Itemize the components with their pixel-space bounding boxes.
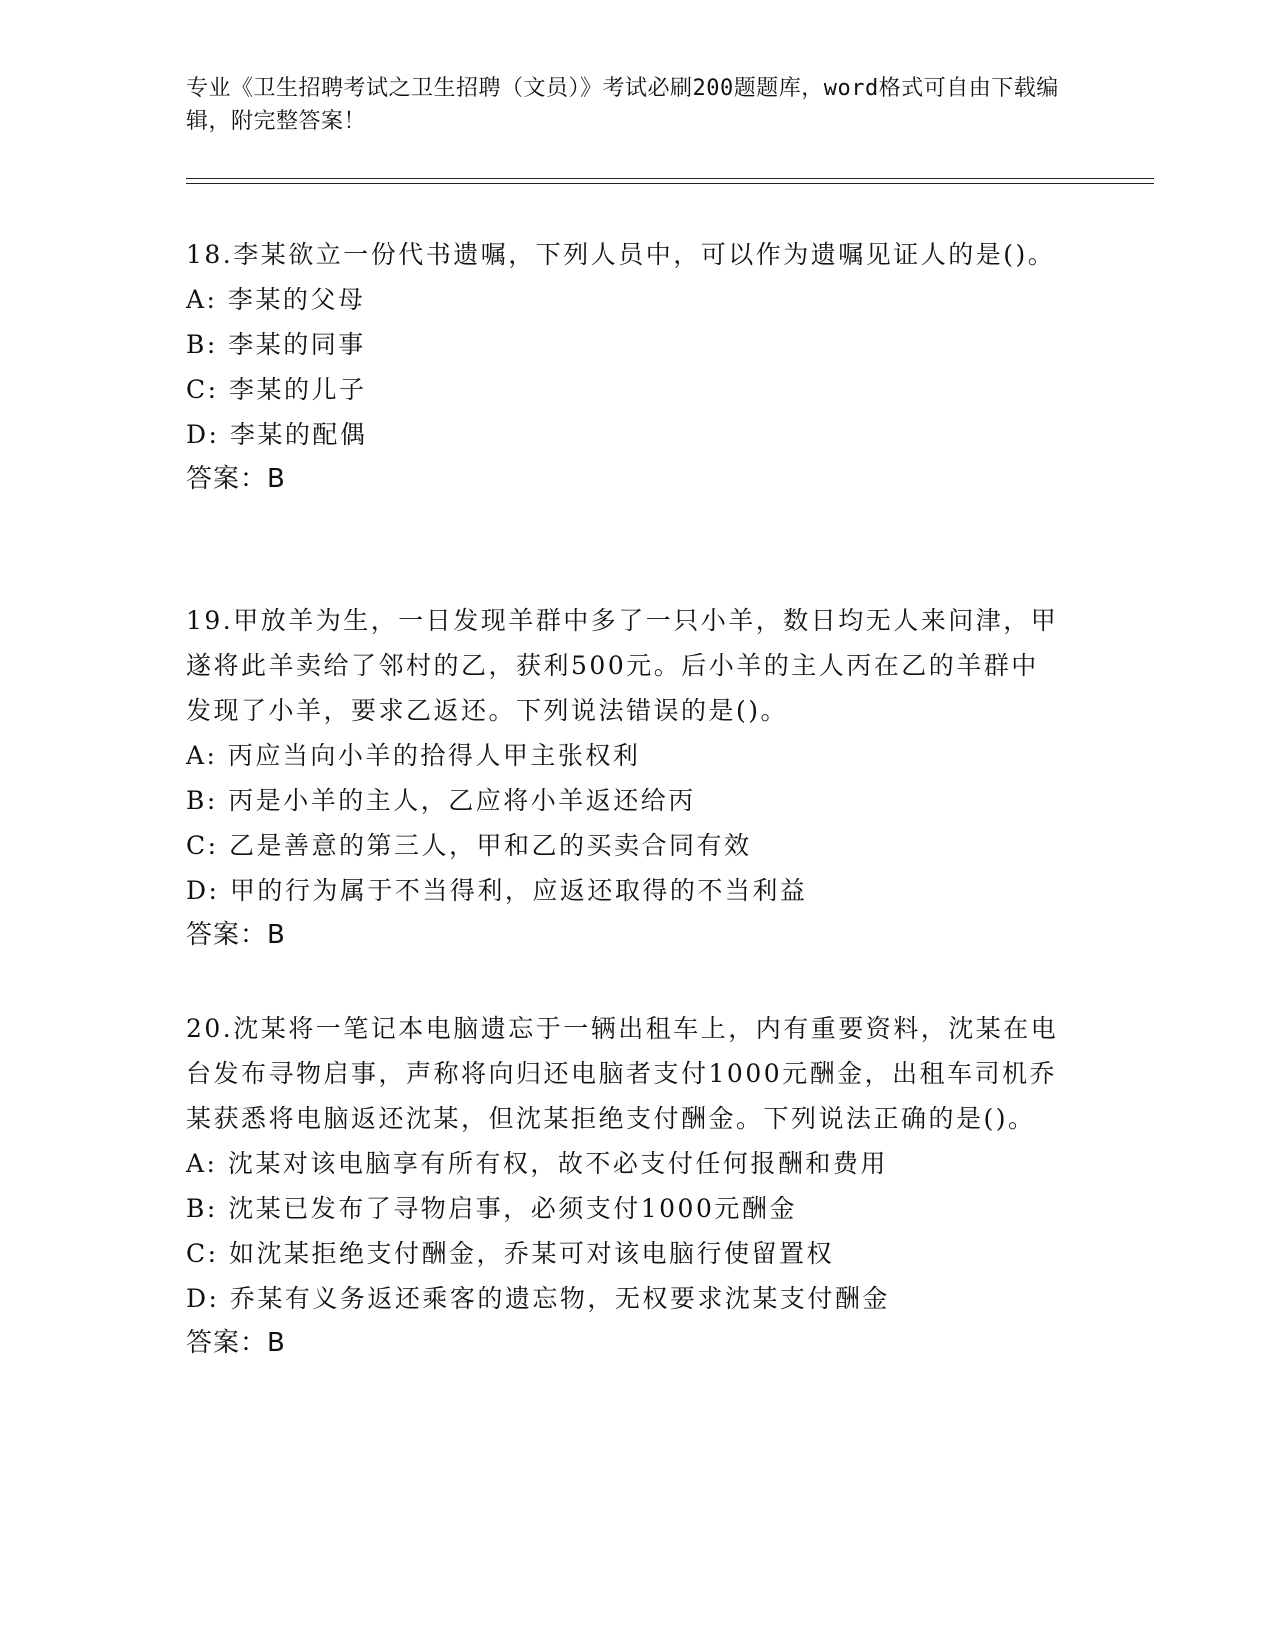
option-d: D: 甲的行为属于不当得利，应返还取得的不当利益	[186, 876, 808, 905]
option-c: C: 乙是善意的第三人，甲和乙的买卖合同有效	[186, 831, 752, 860]
option-c: C: 如沈某拒绝支付酬金，乔某可对该电脑行使留置权	[186, 1239, 835, 1268]
option-c: C: 李某的儿子	[186, 375, 367, 404]
answer-line: 答案：B	[186, 464, 286, 494]
document-header: 专业《卫生招聘考试之卫生招聘（文员）》考试必刷200题题库，word格式可自由下载编辑，附完整答案！	[186, 76, 1059, 134]
option-b: B: 沈某已发布了寻物启事，必须支付1000元酬金	[186, 1194, 797, 1223]
header-divider-top	[186, 178, 1154, 179]
answer-line: 答案：B	[186, 920, 286, 950]
question-18	[186, 232, 1066, 502]
option-a: A: 沈某对该电脑享有所有权，故不必支付任何报酬和费用	[186, 1149, 888, 1178]
option-a: A: 丙应当向小羊的拾得人甲主张权利	[186, 741, 641, 770]
question-20	[186, 1006, 1066, 1366]
option-b: B: 李某的同事	[186, 330, 366, 359]
answer-line: 答案：B	[186, 1328, 286, 1358]
question-stem: 18.李某欲立一份代书遗嘱，下列人员中，可以作为遗嘱见证人的是()。	[186, 240, 1056, 269]
option-d: D: 乔某有义务返还乘客的遗忘物，无权要求沈某支付酬金	[186, 1284, 890, 1313]
option-b: B: 丙是小羊的主人，乙应将小羊返还给丙	[186, 786, 696, 815]
question-19	[186, 598, 1066, 958]
question-stem: 19.甲放羊为生，一日发现羊群中多了一只小羊，数日均无人来问津，甲遂将此羊卖给了邻村的乙，获利500元。后小羊的主人丙在乙的羊群中发现了小羊，要求乙返还。下列说法错误的是()。	[186, 606, 1059, 725]
option-a: A: 李某的父母	[186, 285, 366, 314]
question-stem: 20.沈某将一笔记本电脑遗忘于一辆出租车上，内有重要资料，沈某在电台发布寻物启事，声称将向归还电脑者支付1000元酬金，出租车司机乔某获悉将电脑返还沈某，但沈某拒绝支付酬金。下列说法正确的是()。	[186, 1014, 1059, 1133]
option-d: D: 李某的配偶	[186, 420, 368, 449]
header-divider-bottom	[186, 183, 1154, 184]
